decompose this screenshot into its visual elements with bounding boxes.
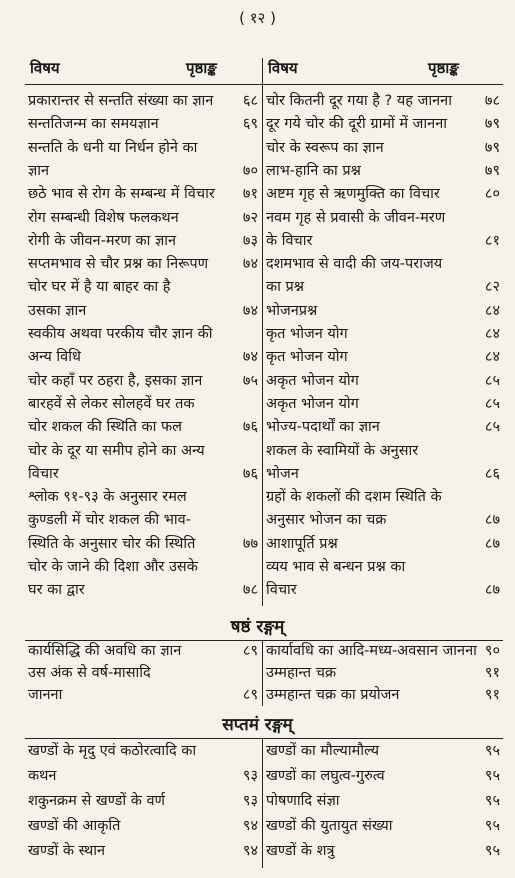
- toc-entry-page: [218, 137, 258, 159]
- toc-entry-page: ९३: [242, 768, 258, 784]
- toc-entry-page: ७५: [242, 372, 258, 389]
- toc-entry-page: [218, 440, 258, 462]
- toc-entry-page: ७४: [242, 349, 258, 366]
- section-title-7: सप्तमं रङ्गम्: [222, 715, 293, 735]
- header-right-page: पृष्ठाङ्क: [428, 59, 459, 77]
- toc-entry-page: ९४: [242, 843, 258, 859]
- toc-entry-text: चोर कहाँ पर ठहरा है, इसका ज्ञान: [28, 372, 203, 389]
- toc-entry-page: [460, 486, 500, 508]
- toc-entry-text: भोजनप्रश्न: [266, 302, 318, 319]
- toc-entry-text: खण्डों का लघुत्व-गुरुत्व: [266, 768, 385, 784]
- toc-entry-page: ७४: [242, 302, 258, 319]
- toc-entry-page: ६९: [242, 116, 258, 133]
- toc-entry-page: ८७: [484, 512, 500, 529]
- toc-entry-text: कृत भोजन योग: [266, 349, 348, 366]
- toc-entry-text: उम्महान्त चक्र का प्रयोजन: [266, 687, 400, 703]
- toc-entry-page: ७८: [484, 93, 500, 109]
- toc-entry-page: ८७: [484, 582, 500, 599]
- toc-entry-text: रोगी के जीवन-मरण का ज्ञान: [28, 232, 177, 249]
- toc-entry-text: आशापूर्ति प्रश्न: [266, 535, 338, 552]
- toc-entry-page: [460, 207, 500, 229]
- toc-entry-page: ९१: [484, 665, 500, 681]
- toc-entry-text: विचार: [266, 582, 297, 599]
- column-divider: [262, 58, 263, 606]
- toc-entry-text: खण्डों की आकृति: [28, 818, 121, 834]
- page-number: ( १२ ): [239, 9, 276, 27]
- toc-entry-text: भोजन: [266, 465, 299, 482]
- toc-entry-page: ८२: [484, 279, 500, 296]
- toc-entry-page: [460, 253, 500, 275]
- toc-entry-page: ७३: [242, 232, 258, 249]
- toc-entry-page: [218, 740, 258, 762]
- toc-entry-page: ८५: [484, 372, 500, 389]
- toc-entry-page: ९५: [484, 793, 500, 809]
- toc-entry-text: खण्डों का मौल्यामौल्य: [266, 743, 380, 759]
- toc-entry-page: [218, 486, 258, 508]
- toc-entry-page: ८४: [484, 302, 500, 319]
- toc-entry-text: अकृत भोजन योग: [266, 372, 359, 389]
- toc-entry-text: चोर के स्वरूप का ज्ञान: [266, 139, 384, 156]
- toc-entry-text: प्रकारान्तर से सन्तति संख्या का ज्ञान: [28, 93, 214, 109]
- toc-entry-page: [218, 323, 258, 345]
- toc-entry-page: ८९: [242, 687, 258, 703]
- toc-entry-page: ७९: [484, 139, 500, 156]
- toc-entry-text: कथन: [28, 768, 57, 784]
- toc-entry-text: जानना: [28, 687, 63, 703]
- toc-entry-text: व्यय भाव से बन्धन प्रश्न का: [266, 559, 406, 575]
- toc-entry-text: ज्ञान: [28, 162, 50, 179]
- toc-entry-text: लाभ-हानि का प्रश्न: [266, 162, 361, 179]
- toc-entry-page: ९०: [484, 643, 500, 659]
- toc-entry-text: बारहवें से लेकर सोलहवें घर तक: [28, 395, 195, 412]
- section3-divider: [25, 738, 503, 739]
- toc-entry-text: चोर के दूर या समीप होने का अन्य: [28, 442, 205, 459]
- toc-entry-page: ९४: [242, 818, 258, 834]
- toc-entry-page: [460, 556, 500, 578]
- toc-entry-text: सन्तति के धनी या निर्धन होने का: [28, 139, 198, 156]
- toc-entry-page: ९३: [242, 793, 258, 809]
- toc-entry-text: कृत भोजन योग: [266, 326, 348, 342]
- header-left-subject: विषय: [30, 59, 60, 77]
- toc-entry-text: कार्यावधि का आदि-मध्य-अवसान जानना: [266, 643, 477, 659]
- toc-entry-page: ८५: [484, 395, 500, 412]
- toc-entry-text: उम्महान्त चक्र: [266, 665, 337, 681]
- toc-entry-text: चोर के जाने की दिशा और उसके: [28, 559, 198, 575]
- toc-entry-page: ७९: [484, 162, 500, 179]
- toc-entry-text: दशमभाव से वादी की जय-पराजय: [266, 256, 443, 273]
- toc-entry-page: ८१: [484, 232, 500, 249]
- toc-entry-text: ग्रहों के शकलों की दशम स्थिति के: [266, 489, 442, 506]
- toc-entry-text: श्लोक ९१-९३ के अनुसार रमल: [28, 489, 187, 506]
- toc-entry-page: ७०: [242, 162, 258, 179]
- toc-entry-page: ९५: [484, 743, 500, 759]
- toc-entry-text: घर का द्वार: [28, 582, 85, 599]
- toc-entry-page: [218, 393, 258, 415]
- toc-entry-page: ७४: [242, 256, 258, 273]
- section-title-6: षष्ठं रङ्गम्: [230, 617, 285, 637]
- toc-entry-page: [218, 509, 258, 531]
- toc-entry-text: खण्डों के मृदु एवं कठोरत्वादि का: [28, 743, 197, 759]
- toc-entry-page: ८४: [484, 349, 500, 366]
- toc-entry-page: ८७: [484, 535, 500, 552]
- toc-entry-page: ९१: [484, 687, 500, 703]
- toc-entry-text: पोषणादि संज्ञा: [266, 793, 340, 809]
- toc-entry-page: ७२: [242, 209, 258, 226]
- header-divider: [25, 84, 503, 85]
- toc-entry-page: ९५: [484, 843, 500, 859]
- toc-entry-text: खण्डों के स्थान: [28, 843, 106, 859]
- toc-entry-text: कार्यसिद्धि की अवधि का ज्ञान: [28, 643, 182, 659]
- toc-entry-text: कुण्डली में चोर शकल की भाव-: [28, 512, 191, 529]
- toc-entry-page: [460, 440, 500, 462]
- toc-entry-page: ७६: [242, 419, 258, 436]
- toc-entry-text: शकल के स्वामियों के अनुसार: [266, 442, 419, 459]
- toc-entry-page: ८०: [484, 186, 500, 203]
- toc-entry-text: अकृत भोजन योग: [266, 395, 359, 412]
- toc-entry-page: ८९: [242, 643, 258, 659]
- toc-entry-text: अनुसार भोजन का चक्र: [266, 512, 387, 529]
- toc-entry-text: चोर घर में है या बाहर का है: [28, 279, 171, 296]
- toc-entry-text: खण्डों की युतायुत संख्या: [266, 818, 393, 834]
- toc-entry-text: सप्तमभाव से चौर प्रश्न का निरूपण: [28, 256, 209, 273]
- toc-entry-text: उस अंक से वर्ष-मासादि: [28, 665, 151, 681]
- toc-entry-page: ८५: [484, 419, 500, 436]
- toc-entry-text: दूर गये चोर की दूरी ग्रामों में जानना: [266, 116, 448, 133]
- toc-entry-text: रोग सम्बन्धी विशेष फलकथन: [28, 209, 179, 226]
- toc-entry-text: स्वकीय अथवा परकीय चौर ज्ञान की: [28, 326, 213, 342]
- toc-entry-text: अष्टम गृह से ऋणमुक्ति का विचार: [266, 186, 440, 203]
- toc-entry-page: [218, 662, 258, 684]
- toc-entry-page: ९५: [484, 818, 500, 834]
- section3-column-divider: [262, 738, 263, 868]
- toc-entry-page: ७६: [242, 465, 258, 482]
- toc-entry-text: उसका ज्ञान: [28, 302, 87, 319]
- header-right-subject: विषय: [268, 59, 298, 77]
- toc-entry-text: के विचार: [266, 232, 313, 249]
- header-left-page: पृष्ठाङ्क: [186, 59, 217, 77]
- toc-entry-text: चोर कितनी दूर गया है ? यह जानना: [266, 93, 452, 109]
- section2-column-divider: [262, 640, 263, 706]
- toc-entry-page: ७८: [242, 582, 258, 599]
- toc-entry-text: शकुनक्रम से खण्डों के वर्ण: [28, 793, 166, 809]
- toc-entry-page: ७१: [242, 186, 258, 203]
- toc-entry-page: [218, 556, 258, 578]
- toc-entry-page: ९५: [484, 768, 500, 784]
- toc-entry-text: भोज्य-पदार्थों का ज्ञान: [266, 419, 380, 436]
- toc-entry-page: ७९: [484, 116, 500, 133]
- toc-entry-text: का प्रश्न: [266, 279, 305, 296]
- toc-entry-text: सन्ततिजन्म का समयज्ञान: [28, 116, 159, 133]
- toc-entry-text: नवम गृह से प्रवासी के जीवन-मरण: [266, 209, 446, 226]
- toc-entry-text: छठे भाव से रोग के सम्बन्ध में विचार: [28, 186, 215, 203]
- toc-entry-text: खण्डों के शत्रु: [266, 843, 335, 859]
- toc-entry-page: ६८: [242, 93, 258, 109]
- toc-entry-page: ८४: [484, 326, 500, 342]
- toc-entry-page: ७७: [242, 535, 258, 552]
- toc-entry-page: [218, 276, 258, 298]
- toc-entry-text: स्थिति के अनुसार चोर की स्थिति: [28, 535, 196, 552]
- toc-entry-text: अन्य विधि: [28, 349, 81, 366]
- toc-entry-text: विचार: [28, 465, 59, 482]
- toc-entry-page: ८६: [484, 465, 500, 482]
- toc-entry-text: चोर शकल की स्थिति का फल: [28, 419, 182, 436]
